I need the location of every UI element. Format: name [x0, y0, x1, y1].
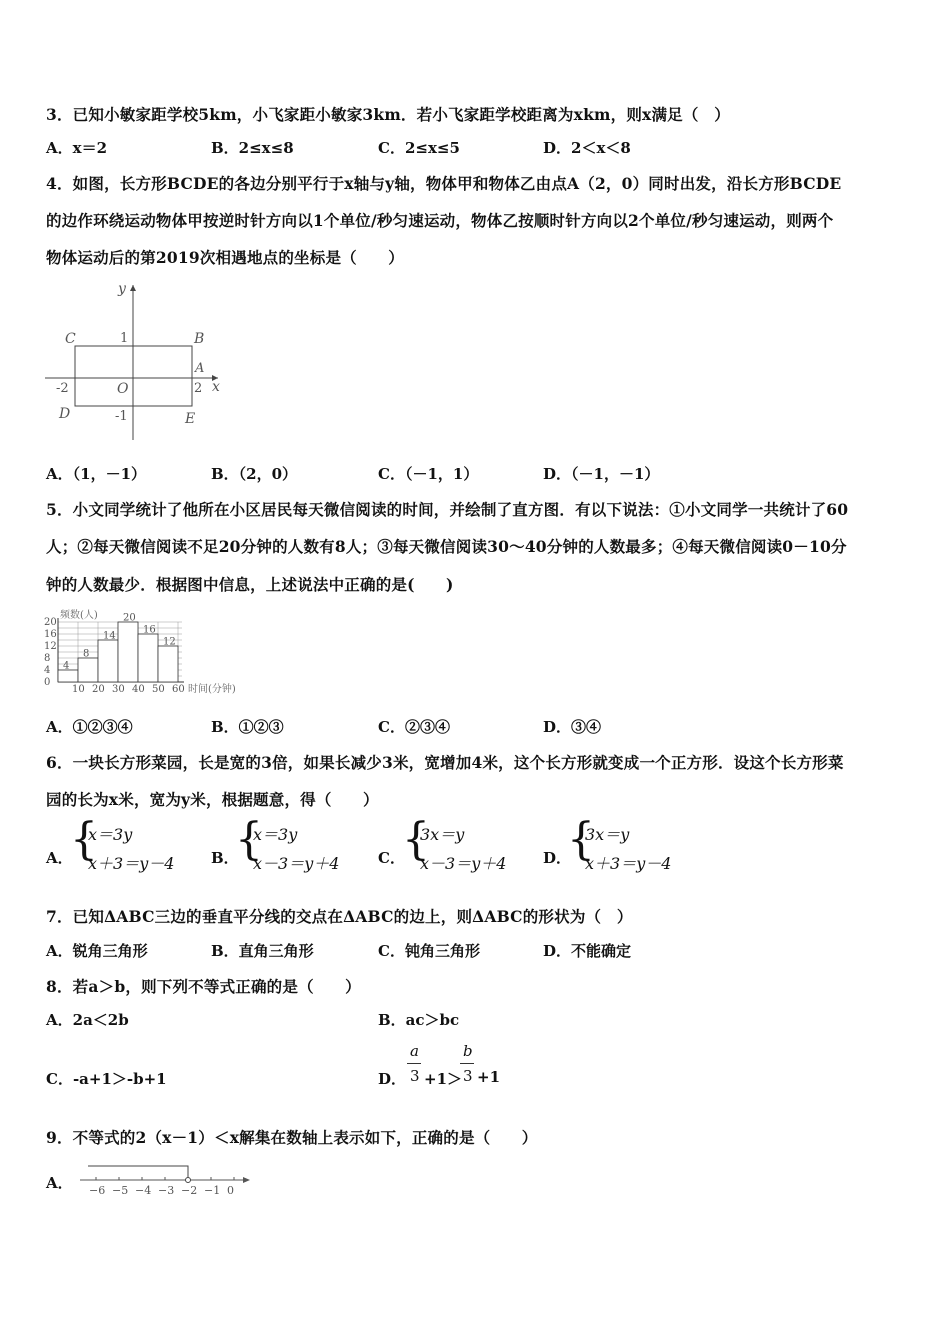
q5-histogram [40, 606, 255, 698]
label-e: E [185, 411, 196, 427]
q7-option-b[interactable]: B．直角三角形 [211, 942, 314, 960]
q4-option-a[interactable]: A．（1，－1） [46, 465, 147, 483]
label-2: 2 [194, 381, 203, 396]
q4-stem-line-2: 的边作环绕运动物体甲按逆时针方向以1个单位/秒匀速运动，物体乙按顺时针方向以2个单位/秒匀速运动，则两个 [46, 211, 834, 230]
histogram-bar-label: 8 [83, 648, 90, 660]
label-b: B [194, 331, 205, 347]
q5-option-b[interactable]: B．①②③ [211, 718, 284, 736]
solution-ray [88, 1166, 188, 1179]
q5-stem-line-1: 5．小文同学统计了他所在小区居民每天微信阅读的时间，并绘制了直方图．有以下说法：①小文同学一共统计了60 [46, 500, 849, 519]
q8-option-d-fraction-bar-1 [407, 1063, 421, 1064]
q6-option-c-label[interactable]: C． [378, 849, 405, 867]
q4-coordinate-figure [40, 280, 240, 445]
q8-option-d-denominator-2: 3 [463, 1067, 473, 1085]
number-line-tick-label: −2 [181, 1184, 198, 1197]
q6-option-a-label[interactable]: A． [46, 849, 73, 867]
histogram-y-tick: 8 [44, 653, 51, 664]
histogram-y-tick: 12 [44, 641, 57, 652]
histogram-x-tick: 20 [92, 684, 105, 695]
q5-option-a[interactable]: A．①②③④ [46, 718, 133, 736]
q4-option-c[interactable]: C．（－1，1） [378, 465, 479, 483]
histogram-bar [58, 670, 78, 682]
q6-option-c-eq1: 3x＝y [420, 825, 465, 844]
q8-option-d-numerator-b: b [463, 1042, 473, 1060]
q3-option-d[interactable]: D．2＜x＜8 [543, 139, 631, 157]
q6-option-a-eq2: x＋3＝y－4 [88, 854, 175, 873]
q6-option-d-label[interactable]: D． [543, 849, 572, 867]
q6-option-c-brace: { [402, 814, 430, 865]
histogram-x-tick: 50 [152, 684, 165, 695]
q8-option-c[interactable]: C．-a+1＞-b+1 [46, 1070, 167, 1088]
q8-option-d-label[interactable]: D． [378, 1070, 407, 1088]
label-neg1: -1 [115, 409, 128, 424]
histogram-bar-label: 16 [143, 624, 156, 636]
q3-option-a[interactable]: A．x＝2 [46, 139, 108, 157]
histogram-bar [98, 640, 118, 682]
q8-option-d-end: +1 [477, 1068, 501, 1086]
histogram-bar-label: 14 [103, 630, 116, 642]
label-d: D [59, 406, 71, 422]
histogram-bar-label: 20 [123, 612, 136, 624]
q6-option-a-brace: { [70, 814, 98, 865]
label-a: A [195, 361, 205, 376]
q8-option-d-fraction-bar-2 [460, 1063, 474, 1064]
q9-number-line [80, 1158, 255, 1204]
label-o: O [117, 381, 129, 397]
q6-option-d-eq2: x＋3＝y－4 [585, 854, 672, 873]
q6-option-a-eq1: x＝3y [88, 825, 133, 844]
q5-stem-line-3: 钟的人数最少．根据图中信息，上述说法中正确的是( ) [46, 575, 454, 594]
q4-option-d[interactable]: D．（－1，－1） [543, 465, 660, 483]
q5-option-c[interactable]: C．②③④ [378, 718, 450, 736]
number-line-tick-label: −6 [89, 1184, 106, 1197]
q3-option-c[interactable]: C．2≤x≤5 [378, 139, 460, 157]
q6-option-d-brace: { [567, 814, 595, 865]
q5-stem-line-2: 人；②每天微信阅读不足20分钟的人数有8人；③每天微信阅读30～40分钟的人数最多；④每天微信阅读0－10分 [46, 537, 847, 556]
histogram-y-tick: 0 [44, 677, 51, 688]
histogram-xlabel: 时间(分钟) [188, 684, 236, 695]
q7-stem: 7．已知ΔABC三边的垂直平分线的交点在ΔABC的边上，则ΔABC的形状为（ ） [46, 907, 633, 926]
histogram-x-tick: 40 [132, 684, 145, 695]
y-axis-arrow [130, 285, 136, 291]
histogram-x-tick: 10 [72, 684, 85, 695]
histogram-y-tick: 20 [44, 617, 57, 628]
q8-option-d-mid: +1＞ [424, 1070, 463, 1088]
q5-option-d[interactable]: D．③④ [543, 718, 602, 736]
histogram-bar [78, 658, 98, 682]
label-c: C [65, 331, 76, 347]
histogram-y-tick: 4 [44, 665, 51, 676]
histogram-x-tick: 30 [112, 684, 125, 695]
number-line-tick-label: 0 [227, 1184, 234, 1197]
q3-option-b[interactable]: B．2≤x≤8 [211, 139, 294, 157]
number-line-tick-label: −3 [158, 1184, 175, 1197]
q9-stem: 9．不等式的2（x－1）＜x解集在数轴上表示如下，正确的是（ ） [46, 1128, 538, 1147]
q6-option-b-label[interactable]: B． [211, 849, 239, 867]
q6-option-b-eq2: x－3＝y＋4 [253, 854, 340, 873]
q6-option-c-eq2: x－3＝y＋4 [420, 854, 507, 873]
q8-option-b[interactable]: B．ac＞bc [378, 1011, 460, 1029]
label-neg2: -2 [56, 381, 69, 396]
q6-stem-line-1: 6．一块长方形菜园，长是宽的3倍，如果长减少3米，宽增加4米，这个长方形就变成一个正方形．设这个长方形菜 [46, 753, 844, 772]
label-y: y [118, 281, 126, 297]
q8-option-d-denominator-1: 3 [410, 1067, 420, 1085]
q4-stem-line-3: 物体运动后的第2019次相遇地点的坐标是（ ） [46, 248, 404, 267]
number-line-tick-label: −5 [112, 1184, 129, 1197]
q8-stem: 8．若a＞b，则下列不等式正确的是（ ） [46, 977, 361, 996]
histogram-bar [138, 634, 158, 682]
q4-option-b[interactable]: B．（2，0） [211, 465, 298, 483]
number-line-tick-label: −1 [204, 1184, 221, 1197]
number-line-tick-label: −4 [135, 1184, 152, 1197]
label-1: 1 [120, 331, 129, 346]
histogram-x-tick: 60 [172, 684, 185, 695]
number-line-arrow [243, 1177, 250, 1183]
histogram-bar [118, 622, 138, 682]
q8-option-d-numerator-a: a [410, 1042, 419, 1060]
q6-option-d-eq1: 3x＝y [585, 825, 630, 844]
q6-option-b-eq1: x＝3y [253, 825, 298, 844]
histogram-bar [158, 646, 178, 682]
label-x: x [212, 379, 220, 395]
q7-option-c[interactable]: C．钝角三角形 [378, 942, 480, 960]
q6-stem-line-2: 园的长为x米，宽为y米，根据题意，得（ ） [46, 790, 379, 809]
histogram-bar-label: 12 [163, 636, 176, 648]
histogram-ylabel: 频数(人) [60, 610, 98, 621]
q3-stem: 3．已知小敏家距学校5km，小飞家距小敏家3km．若小飞家距学校距离为xkm，则x满足（ ） [46, 105, 730, 124]
q7-option-d[interactable]: D．不能确定 [543, 942, 632, 960]
q4-stem-line-1: 4．如图，长方形BCDE的各边分别平行于x轴与y轴，物体甲和物体乙由点A（2，0）同时出发，沿长方形BCDE [46, 174, 842, 193]
open-endpoint [186, 1178, 191, 1183]
histogram-y-tick: 16 [44, 629, 57, 640]
histogram-bar-label: 4 [63, 660, 70, 672]
q8-option-a[interactable]: A．2a＜2b [46, 1011, 129, 1029]
q6-option-b-brace: { [235, 814, 263, 865]
q7-option-a[interactable]: A．锐角三角形 [46, 942, 148, 960]
q9-option-a-label[interactable]: A． [46, 1174, 73, 1192]
